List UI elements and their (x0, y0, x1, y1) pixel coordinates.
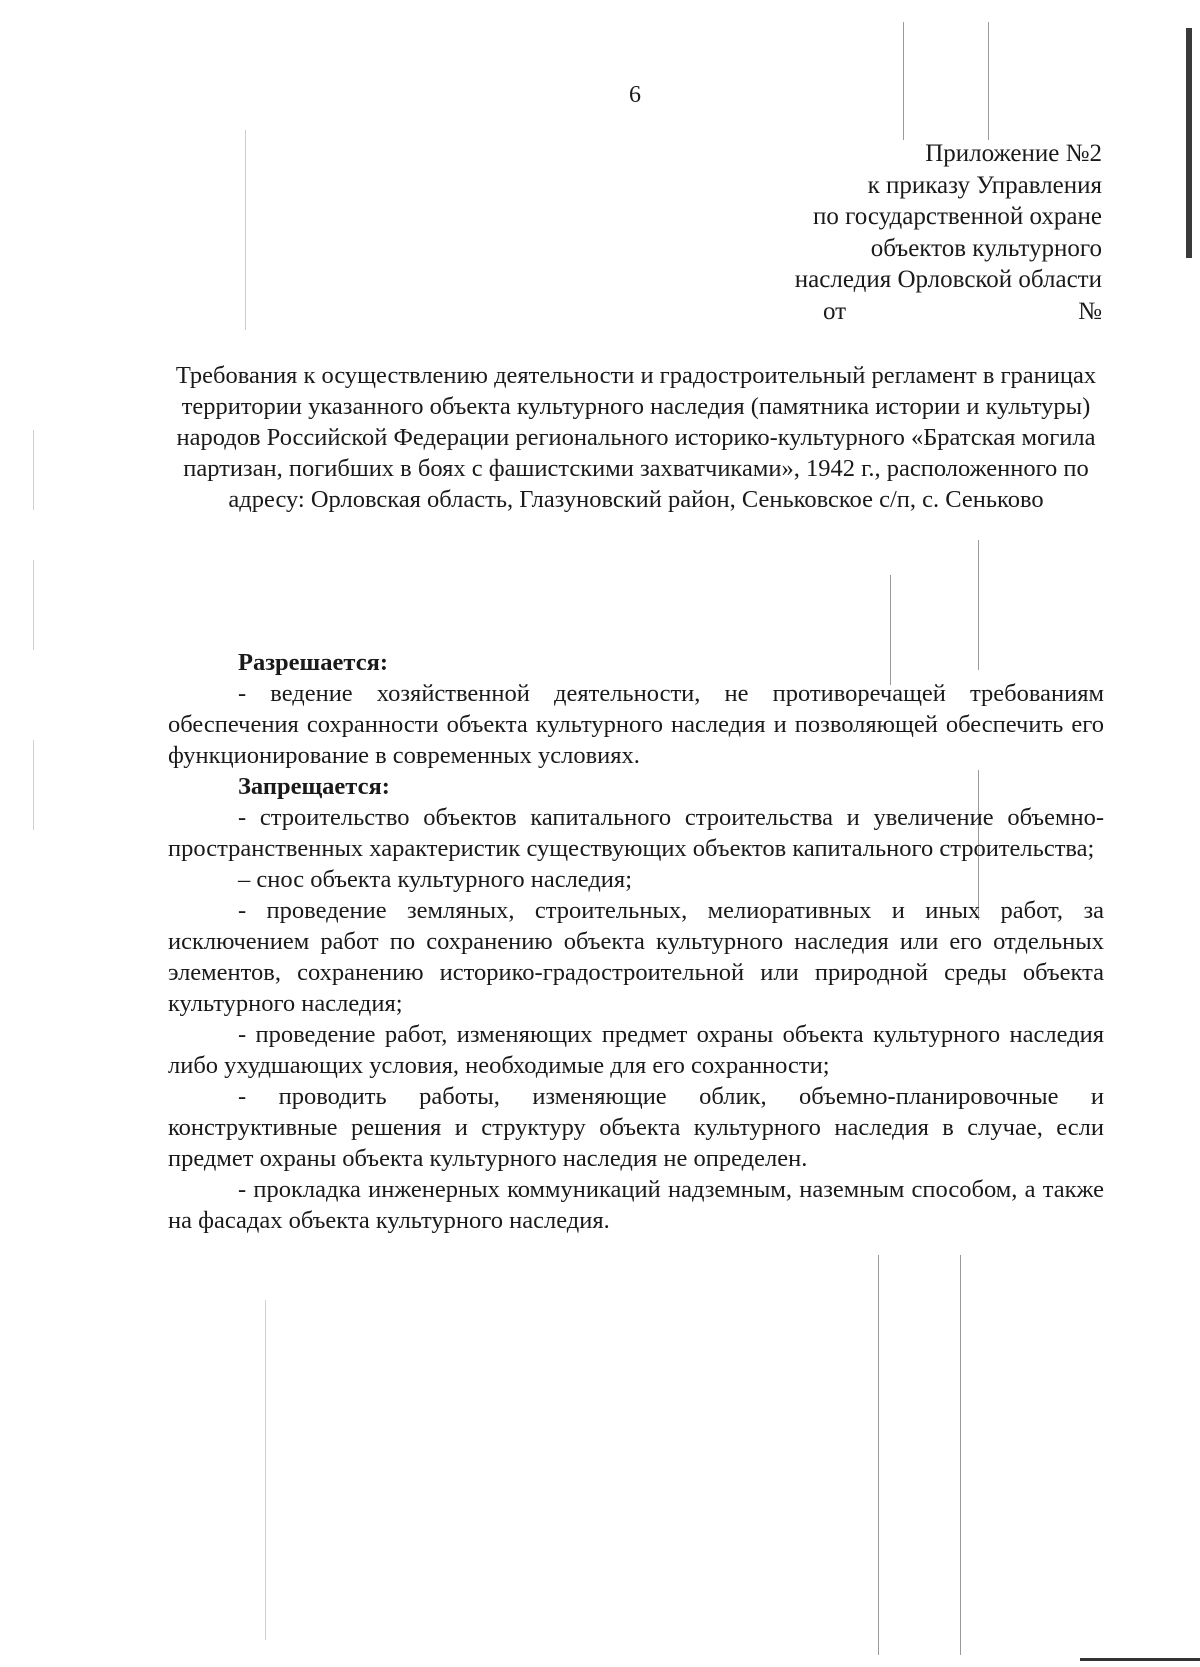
number-label: № (1078, 297, 1102, 325)
scan-artifact-line (245, 130, 246, 330)
appendix-line: Приложение №2 (925, 140, 1102, 167)
scan-artifact-line (988, 22, 989, 140)
allowed-item: - ведение хозяйственной деятельности, не противоречащей требованиям обеспечения сохранности объекта культурного наследия и позволяющей обеспечить его функционирование в современных условиях. (168, 680, 1104, 769)
appendix-line: по государственной охране (812, 203, 1102, 230)
forbidden-heading: Запрещается: (238, 773, 390, 800)
document-title: Требования к осуществлению деятельности и градостроительный регламент в границах территории указанного объекта культурного наследия (памятника истории и культуры) народов Российской Федерации регионального историко-культурного «Братская могила партизан, погибших в боях с фашистскими захватчиками», 1942 г., расположенного по адресу: Орловская область, Глазуновский район, Сеньковское с/п, с. Сеньково (175, 362, 1097, 513)
scan-edge-shadow (1186, 28, 1192, 258)
scan-artifact-line (33, 740, 34, 830)
scan-artifact-mark (1080, 1658, 1200, 1661)
forbidden-item: - проводить работы, изменяющие облик, объемно-планировочные и конструктивные решения и структуру объекта культурного наследия в случае, если предмет охраны объекта культурного наследия не определен. (168, 1083, 1104, 1172)
forbidden-item: – снос объекта культурного наследия; (238, 866, 632, 893)
appendix-header (682, 138, 1102, 327)
forbidden-item: - проведение земляных, строительных, мелиоративных и иных работ, за исключением работ по сохранению объекта культурного наследия или его отдельных элементов, сохранению историко-градостроительной или природной среды объекта культурного наследия; (168, 897, 1104, 1017)
scan-artifact-line (960, 1255, 961, 1655)
appendix-date-number-line (682, 296, 1102, 328)
scan-artifact-line (33, 560, 34, 650)
forbidden-item: - проведение работ, изменяющих предмет охраны объекта культурного наследия либо ухудшающих условия, необходимые для его сохранности; (168, 1021, 1104, 1079)
appendix-line: объектов культурного (870, 234, 1102, 262)
scan-artifact-line (265, 1300, 266, 1640)
from-label: от (823, 297, 847, 325)
appendix-line: к приказу Управления (867, 171, 1102, 199)
allowed-heading: Разрешается: (238, 649, 388, 676)
scan-artifact-line (903, 22, 904, 140)
forbidden-item: - прокладка инженерных коммуникаций надземным, наземным способом, а также на фасадах объекта культурного наследия. (168, 1176, 1104, 1234)
document-body (168, 647, 1104, 1236)
appendix-line: наследия Орловской области (794, 266, 1102, 293)
scan-artifact-line (878, 1255, 879, 1655)
forbidden-item: - строительство объектов капитального строительства и увеличение объемно-пространственных характеристик существующих объектов капитального строительства; (168, 804, 1104, 862)
scan-artifact-line (33, 430, 34, 510)
page-number: 6 (629, 82, 641, 108)
